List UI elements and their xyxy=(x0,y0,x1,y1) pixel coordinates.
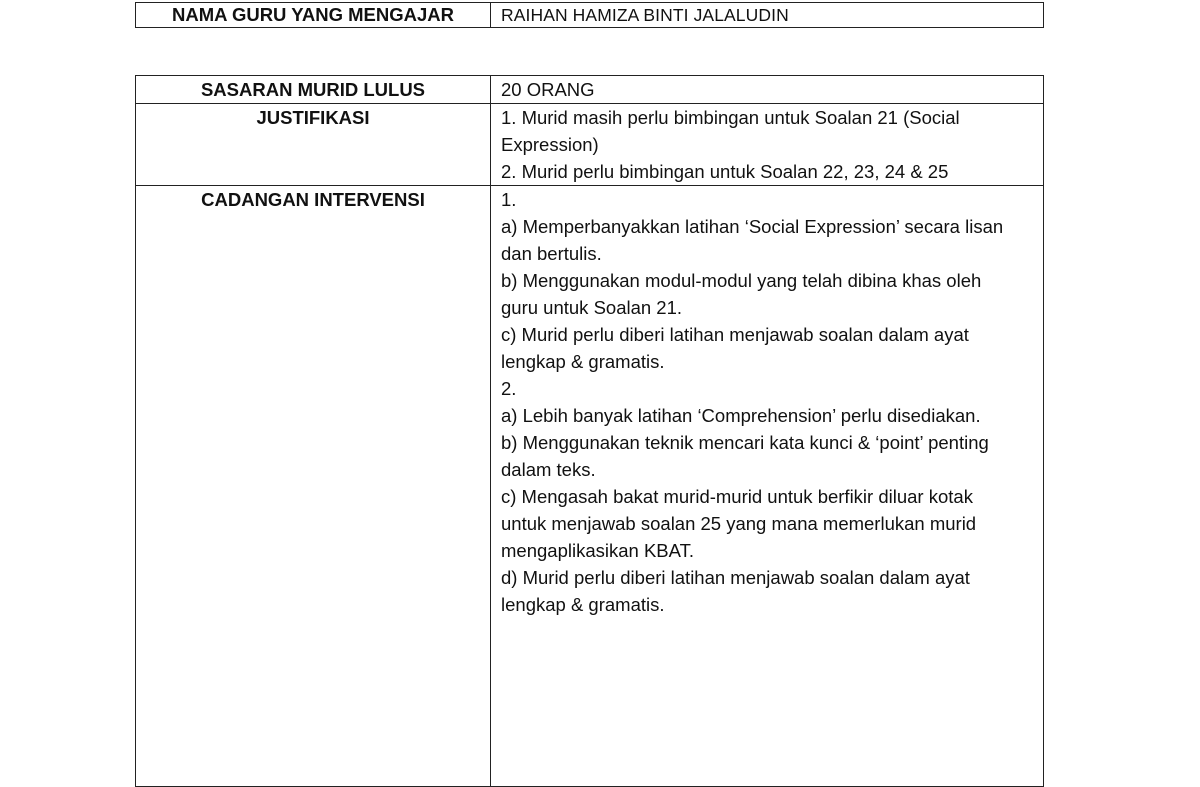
teacher-value: RAIHAN HAMIZA BINTI JALALUDIN xyxy=(491,3,1044,28)
intervention-line: dalam teks. xyxy=(501,459,596,480)
intervention-line: b) Menggunakan modul-modul yang telah dibina khas oleh xyxy=(501,270,982,291)
intervention-line: c) Mengasah bakat murid-murid untuk berfikir diluar kotak xyxy=(501,486,973,507)
intervention-line: d) Murid perlu diberi latihan menjawab soalan dalam ayat xyxy=(501,567,970,588)
intervention-line: lengkap & gramatis. xyxy=(501,351,665,372)
target-label: SASARAN MURID LULUS xyxy=(136,76,491,104)
target-value: 20 ORANG xyxy=(491,76,1044,104)
intervention-row xyxy=(136,186,1044,787)
target-table xyxy=(135,75,1044,787)
intervention-line: c) Murid perlu diberi latihan menjawab soalan dalam ayat xyxy=(501,324,969,345)
justification-line: Expression) xyxy=(501,134,599,155)
justification-value xyxy=(491,104,1044,186)
intervention-line: 2. xyxy=(501,378,517,399)
intervention-line: guru untuk Soalan 21. xyxy=(501,297,683,318)
teacher-table xyxy=(135,2,1044,28)
teacher-label: NAMA GURU YANG MENGAJAR xyxy=(136,3,491,28)
intervention-value xyxy=(491,186,1044,787)
justification-label: JUSTIFIKASI xyxy=(136,104,491,186)
teacher-row xyxy=(136,3,1044,28)
intervention-line: mengaplikasikan KBAT. xyxy=(501,540,694,561)
justification-line: 2. Murid perlu bimbingan untuk Soalan 22, 23, 24 & 25 xyxy=(501,161,949,182)
intervention-line: 1. xyxy=(501,189,517,210)
justification-line: 1. Murid masih perlu bimbingan untuk Soalan 21 (Social xyxy=(501,107,960,128)
justification-row xyxy=(136,104,1044,186)
intervention-line: b) Menggunakan teknik mencari kata kunci & ‘point’ penting xyxy=(501,432,989,453)
intervention-label: CADANGAN INTERVENSI xyxy=(136,186,491,787)
intervention-line: untuk menjawab soalan 25 yang mana memerlukan murid xyxy=(501,513,977,534)
intervention-line: lengkap & gramatis. xyxy=(501,594,665,615)
intervention-line: dan bertulis. xyxy=(501,243,602,264)
intervention-line: a) Memperbanyakkan latihan ‘Social Expression’ secara lisan xyxy=(501,216,1004,237)
target-row xyxy=(136,76,1044,104)
intervention-line: a) Lebih banyak latihan ‘Comprehension’ perlu disediakan. xyxy=(501,405,981,426)
